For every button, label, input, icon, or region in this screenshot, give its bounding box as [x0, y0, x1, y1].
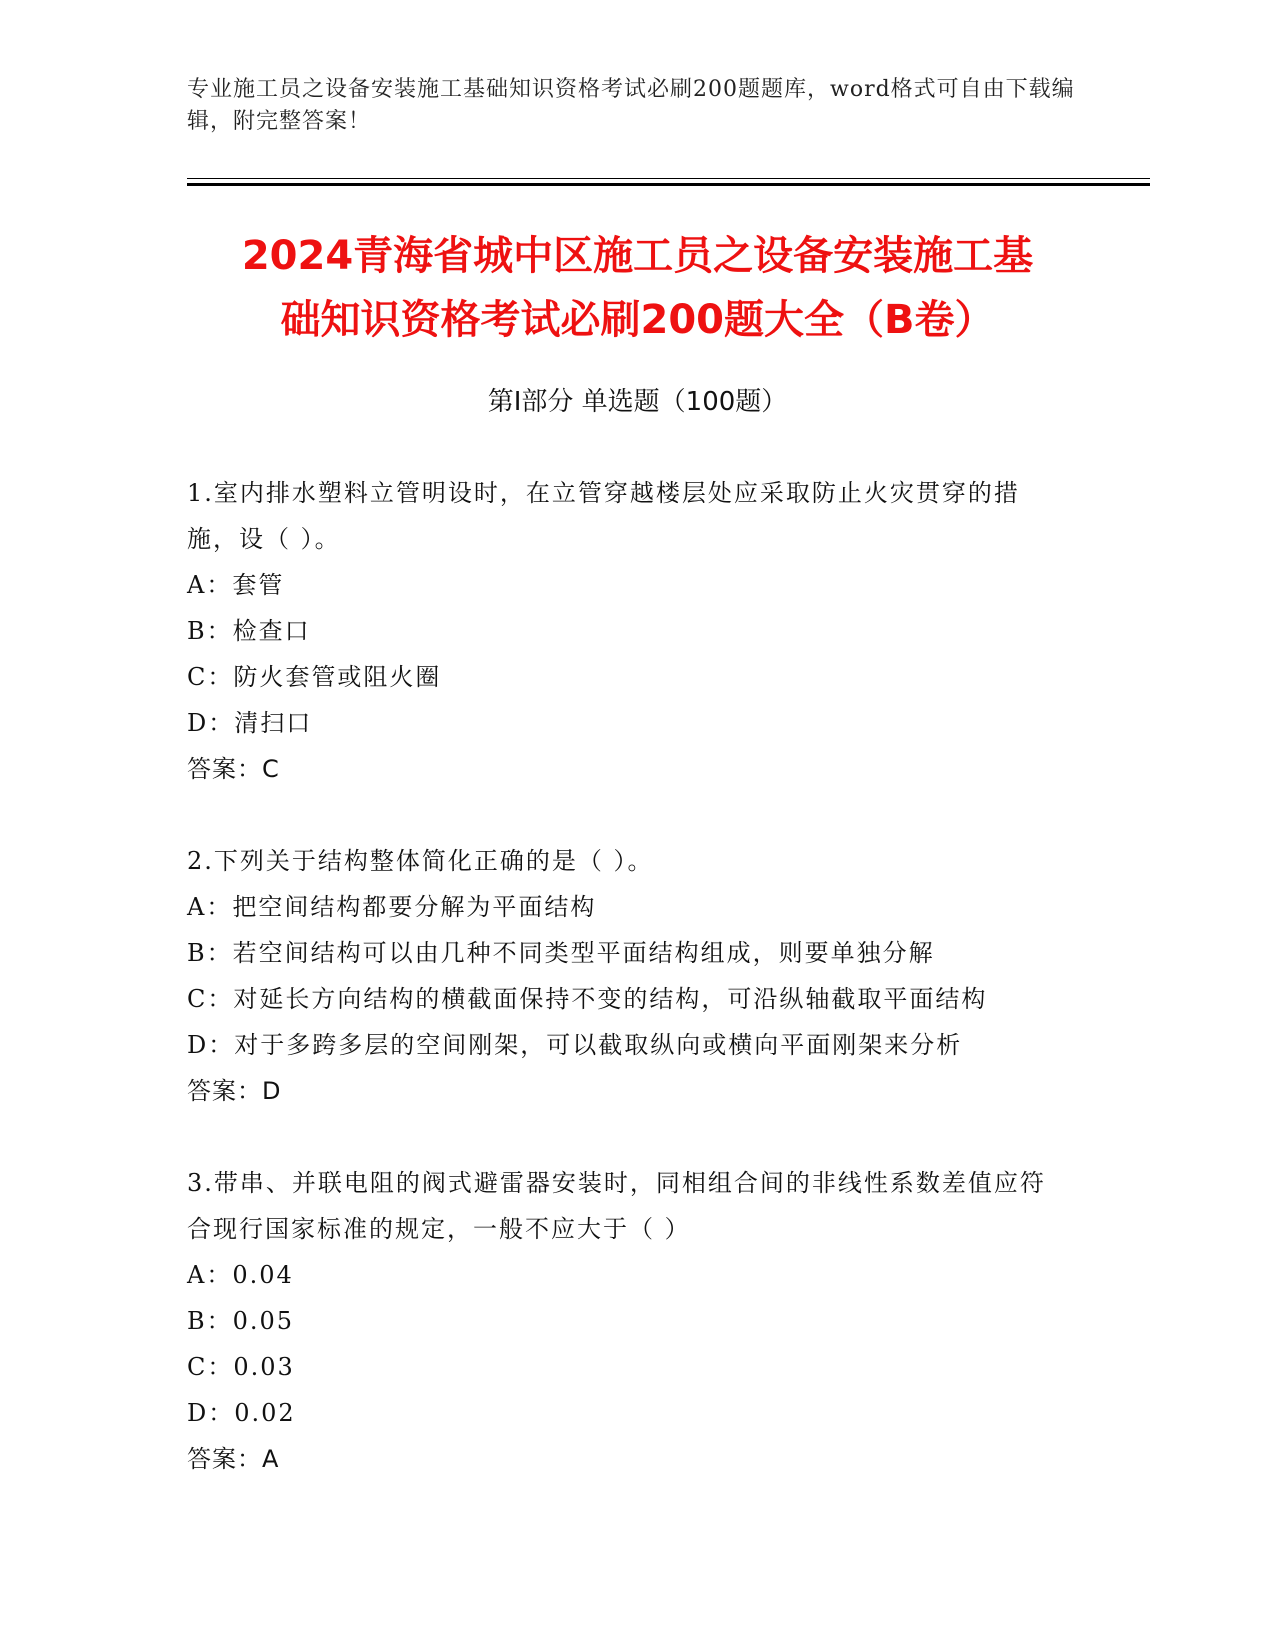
question-text: 2.下列关于结构整体简化正确的是（ ）。 [187, 847, 654, 875]
header-note: 专业施工员之设备安装施工基础知识资格考试必刷200题题库，word格式可自由下载编辑，附完整答案！ [187, 77, 1075, 134]
option-a: A：0.04 [187, 1261, 294, 1289]
option-c: C：对延长方向结构的横截面保持不变的结构，可沿纵轴截取平面结构 [187, 985, 988, 1013]
option-a: A：把空间结构都要分解为平面结构 [187, 893, 597, 921]
header-divider-thick [187, 183, 1150, 186]
question-text: 1.室内排水塑料立管明设时，在立管穿越楼层处应采取防止火灾贯穿的措施，设（ ）。 [187, 479, 1020, 553]
answer: 答案：A [187, 1445, 280, 1473]
document-title [150, 224, 1125, 352]
option-c: C：0.03 [187, 1353, 295, 1381]
option-b: B：0.05 [187, 1307, 295, 1335]
answer: 答案：D [187, 1077, 282, 1105]
option-d: D：对于多跨多层的空间刚架，可以截取纵向或横向平面刚架来分析 [187, 1031, 963, 1059]
option-d: D：0.02 [187, 1399, 296, 1427]
option-b: B：若空间结构可以由几种不同类型平面结构组成，则要单独分解 [187, 939, 935, 967]
question-3 [187, 1160, 1067, 1482]
header-divider-thin [187, 178, 1150, 179]
option-a: A：套管 [187, 571, 285, 599]
option-c: C：防火套管或阻火圈 [187, 663, 442, 691]
section-title: 第Ⅰ部分 单选题（100题） [487, 387, 788, 417]
question-2 [187, 838, 1067, 1114]
option-d: D：清扫口 [187, 709, 313, 737]
document-title-line-2: 础知识资格考试必刷200题大全（B卷） [280, 297, 995, 343]
question-text: 3.带串、并联电阻的阀式避雷器安装时，同相组合间的非线性系数差值应符合现行国家标准的规定，一般不应大于（ ） [187, 1169, 1046, 1243]
answer: 答案：C [187, 755, 280, 783]
document-title-line-1: 2024青海省城中区施工员之设备安装施工基 [241, 233, 1034, 279]
question-1 [187, 470, 1067, 792]
option-b: B：检查口 [187, 617, 311, 645]
